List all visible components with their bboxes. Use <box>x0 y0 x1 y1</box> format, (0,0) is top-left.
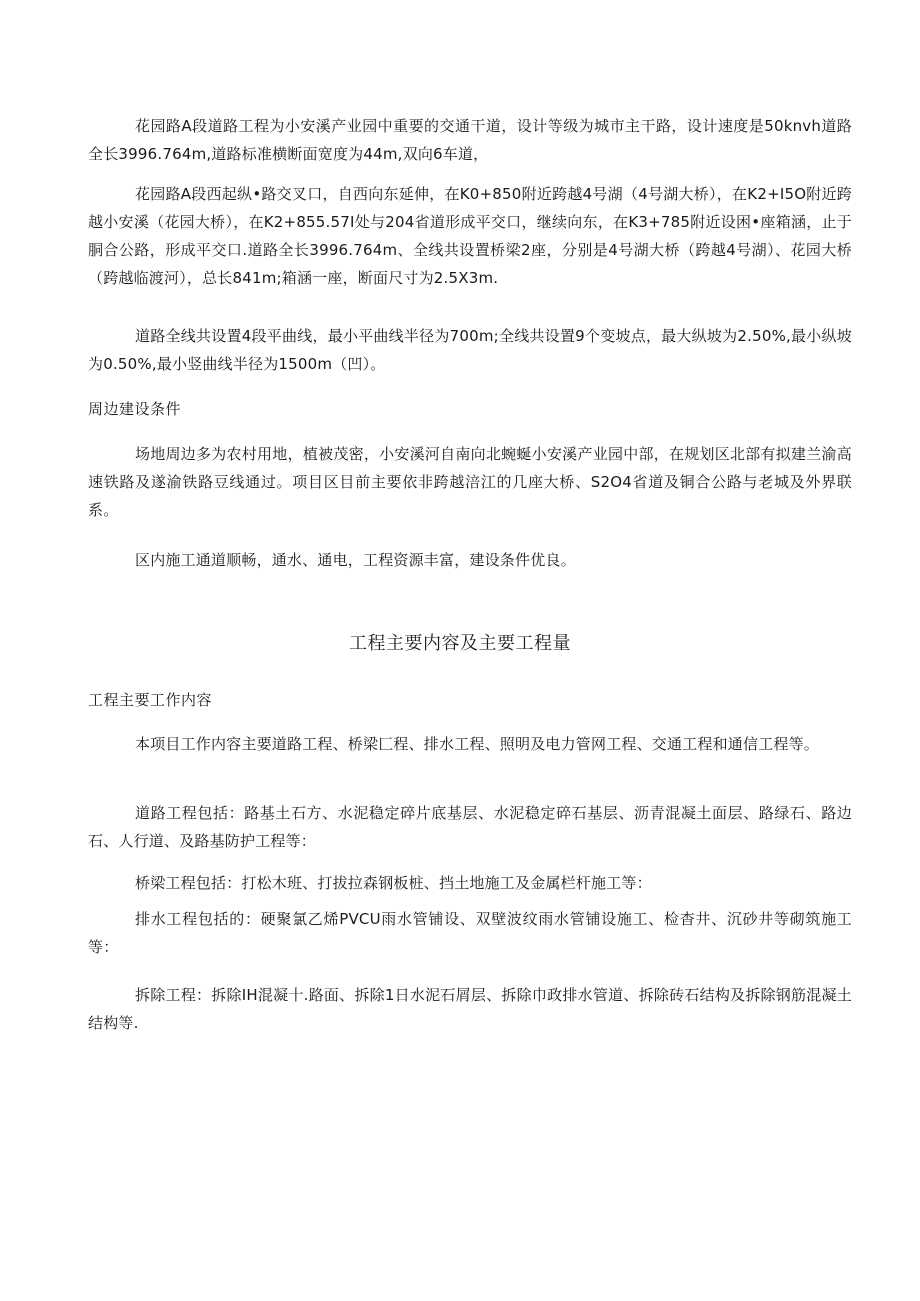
road-works-paragraph: 道路工程包括：路基土石方、水泥稳定碎片底基层、水泥稳定碎石基层、沥青混凝土面层、路绿石、路边石、人行道、及路基防护工程等： <box>88 804 852 850</box>
work-content-paragraph: 本项目工作内容主要道路工程、桥梁匚程、排水工程、照明及电力管网工程、交通工程和通信工程等。 <box>135 735 820 753</box>
construction-conditions-paragraph: 区内施工通道顺畅，通水、通电，工程资源丰富，建设条件优良。 <box>135 551 576 569</box>
surrounding-conditions-heading: 周边建设条件 <box>88 400 182 418</box>
demolition-works-paragraph: 拆除工程：拆除IH混凝十.路面、拆除1日水泥石屑层、拆除巾政排水管道、拆除砖石结构及拆除钢筋混凝土结构等. <box>88 986 852 1032</box>
curve-slope-paragraph: 道路全线共设置4段平曲线，最小平曲线半径为700m;全线共设置9个变坡点，最大纵坡为2.50%,最小纵坡为0.50%,最小竖曲线半径为1500m（凹）。 <box>88 327 852 373</box>
bridge-works-paragraph: 桥梁工程包括：打松木班、打拔拉森钢板桩、挡土地施工及金属栏杆施工等： <box>135 874 652 892</box>
road-overview-paragraph: 花园路A段道路工程为小安溪产业园中重要的交通干道，设计等级为城市主干路，设计速度是50knvh道路全长3996.764m,道路标准横断面宽度为44m,双向6车道， <box>88 117 852 163</box>
route-description-paragraph: 花园路A段西起纵•路交叉口，自西向东延伸，在K0+850附近跨越4号湖（4号湖大桥），在K2+I5O附近跨越小安溪（花园大桥），在K2+855.57I处与204省道形成平交口，继续向东，在K3+785附近设困•座箱涵，止于胴合公路，形成平交口.道路全长3996.764m、全线共设置桥梁2座，分别是4号湖大桥（跨越4号湖）、花园大桥（跨越临渡河），总长841m;箱涵一座，断面尺寸为2.5X3m. <box>88 185 852 287</box>
main-work-heading: 工程主要工作内容 <box>88 691 213 709</box>
drainage-works-paragraph: 排水工程包括的：硬聚氯乙烯PVCU雨水管铺设、双壁波纹雨水管铺设施工、检杳井、沉砂井等砌筑施工等： <box>88 910 852 956</box>
site-surroundings-paragraph: 场地周边多为农村用地，植被茂密，小安溪河自南向北蜿蜒小安溪产业园中部，在规划区北部有拟建兰渝高速铁路及遂渝铁路豆线通过。项目区目前主要依非跨越涪江的几座大桥、S2O4省道及铜合公路与老城及外界联系。 <box>88 445 852 519</box>
section-title: 工程主要内容及主要工程量 <box>349 633 571 654</box>
